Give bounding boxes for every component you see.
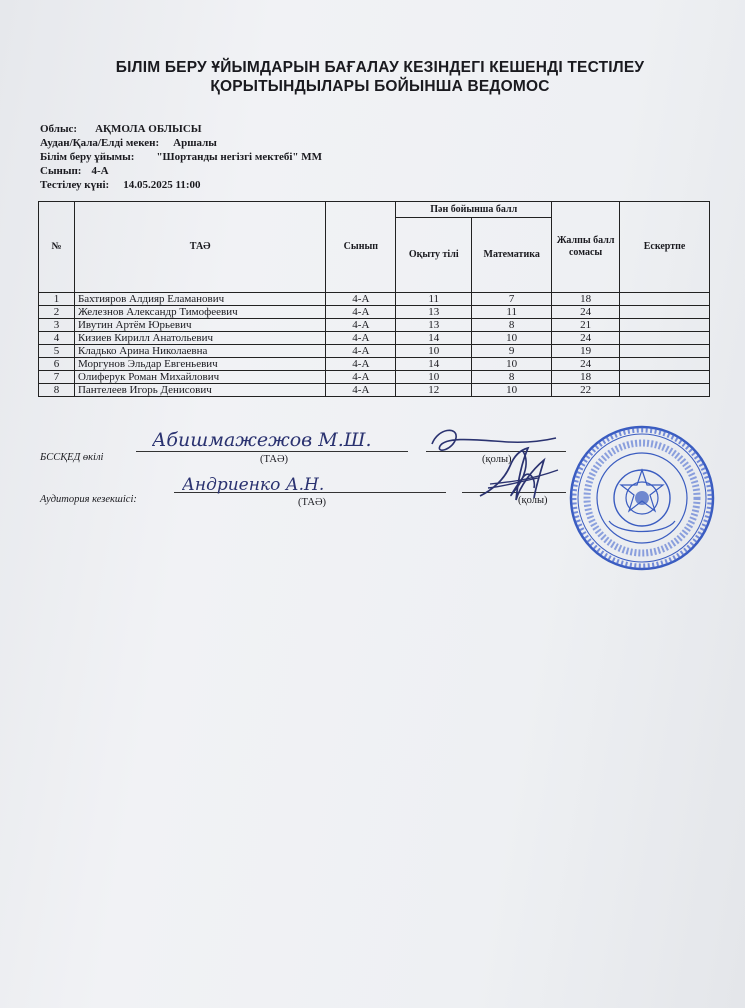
row-lang-score: 12	[396, 384, 472, 397]
table-row	[39, 384, 710, 397]
row-total-score: 18	[552, 293, 620, 306]
row-num: 5	[39, 345, 75, 358]
meta-district-label: Аудан/Қала/Елді мекен:	[40, 137, 160, 149]
meta-district	[40, 137, 217, 149]
row-note	[620, 371, 710, 384]
bsskd-sign-caption: (қолы)	[482, 454, 512, 465]
row-name: Железнов Александр Тимофеевич	[74, 306, 325, 319]
row-math-score: 10	[472, 358, 552, 371]
meta-region	[40, 123, 202, 135]
document-title	[60, 58, 700, 96]
row-total-score: 22	[552, 384, 620, 397]
row-num: 6	[39, 358, 75, 371]
signature-scribble-2	[470, 440, 570, 510]
row-note	[620, 293, 710, 306]
meta-class-label: Сынып:	[40, 165, 82, 177]
header-subject-group: Пән бойынша балл	[396, 202, 552, 218]
title-line-1: БІЛІМ БЕРУ ҰЙЫМДАРЫН БАҒАЛАУ КЕЗІНДЕГІ КЕШЕНДІ ТЕСТІЛЕУ	[115, 59, 645, 76]
row-total-score: 24	[552, 358, 620, 371]
row-num: 4	[39, 332, 75, 345]
row-class: 4-А	[326, 358, 396, 371]
row-class: 4-А	[326, 293, 396, 306]
meta-district-value: Аршалы	[173, 137, 217, 149]
row-lang-score: 14	[396, 358, 472, 371]
header-math: Математика	[472, 218, 552, 293]
row-name: Олиферук Роман Михайлович	[74, 371, 325, 384]
meta-org-value: "Шортанды негізгі мектебі" ММ	[156, 151, 323, 163]
auditor-handwritten-name	[182, 468, 432, 498]
row-total-score: 24	[552, 332, 620, 345]
results-rows	[39, 293, 710, 397]
header-note: Ескертпе	[620, 202, 710, 293]
table-row	[39, 371, 710, 384]
row-math-score: 11	[472, 306, 552, 319]
auditor-label: Аудитория кезекшісі:	[40, 494, 137, 505]
auditor-handwritten-text: Андриенко А.Н.	[182, 475, 325, 495]
row-name: Кизиев Кирилл Анатольевич	[74, 332, 325, 345]
meta-date	[40, 179, 201, 191]
header-total: Жалпы балл сомасы	[552, 202, 620, 293]
header-name: ТАӘ	[74, 202, 325, 293]
row-name: Ивутин Артём Юрьевич	[74, 319, 325, 332]
auditor-sign-caption: (қолы)	[518, 495, 548, 506]
auditor-fio-caption: (ТАӘ)	[298, 497, 327, 508]
row-name: Бахтияров Алдияр Еламанович	[74, 293, 325, 306]
row-math-score: 10	[472, 332, 552, 345]
row-num: 7	[39, 371, 75, 384]
row-num: 1	[39, 293, 75, 306]
row-class: 4-А	[326, 371, 396, 384]
header-class: Сынып	[326, 202, 396, 293]
row-note	[620, 358, 710, 371]
row-class: 4-А	[326, 332, 396, 345]
table-row	[39, 332, 710, 345]
row-note	[620, 384, 710, 397]
row-lang-score: 10	[396, 371, 472, 384]
row-name: Пантелеев Игорь Денисович	[74, 384, 325, 397]
row-note	[620, 319, 710, 332]
row-lang-score: 11	[396, 293, 472, 306]
bsskd-label: БССҚЕД өкілі	[40, 452, 104, 463]
row-lang-score: 14	[396, 332, 472, 345]
row-total-score: 21	[552, 319, 620, 332]
meta-org	[40, 151, 322, 163]
table-row	[39, 319, 710, 332]
row-num: 2	[39, 306, 75, 319]
row-num: 8	[39, 384, 75, 397]
row-class: 4-А	[326, 306, 396, 319]
row-class: 4-А	[326, 384, 396, 397]
meta-date-value: 14.05.2025 11:00	[123, 179, 201, 191]
meta-region-label: Облыс:	[40, 123, 78, 135]
row-lang-score: 10	[396, 345, 472, 358]
row-note	[620, 306, 710, 319]
row-math-score: 9	[472, 345, 552, 358]
bsskd-handwritten-text: Абишмажежов М.Ш.	[152, 429, 372, 451]
row-math-score: 10	[472, 384, 552, 397]
row-class: 4-А	[326, 319, 396, 332]
official-stamp	[567, 423, 717, 573]
table-row	[39, 358, 710, 371]
table-row	[39, 345, 710, 358]
meta-class-value: 4-А	[91, 165, 109, 177]
meta-region-value: АҚМОЛА ОБЛЫСЫ	[95, 123, 202, 135]
row-num: 3	[39, 319, 75, 332]
results-table	[38, 201, 710, 397]
meta-org-label: Білім беру ұйымы:	[40, 151, 135, 163]
row-math-score: 7	[472, 293, 552, 306]
table-row	[39, 293, 710, 306]
row-total-score: 18	[552, 371, 620, 384]
row-class: 4-А	[326, 345, 396, 358]
row-name: Кладько Арина Николаевна	[74, 345, 325, 358]
meta-class	[40, 165, 109, 177]
row-lang-score: 13	[396, 319, 472, 332]
table-row	[39, 306, 710, 319]
row-note	[620, 345, 710, 358]
row-total-score: 24	[552, 306, 620, 319]
bsskd-handwritten-name	[152, 424, 402, 454]
row-lang-score: 13	[396, 306, 472, 319]
row-note	[620, 332, 710, 345]
header-num: №	[39, 202, 75, 293]
meta-date-label: Тестілеу күні:	[40, 179, 110, 191]
row-name: Моргунов Эльдар Евгеньевич	[74, 358, 325, 371]
header-lang: Оқыту тілі	[396, 218, 472, 293]
title-line-2: ҚОРЫТЫНДЫЛАРЫ БОЙЫНША ВЕДОМОС	[210, 78, 550, 95]
bsskd-fio-caption: (ТАӘ)	[260, 454, 289, 465]
row-total-score: 19	[552, 345, 620, 358]
row-math-score: 8	[472, 319, 552, 332]
row-math-score: 8	[472, 371, 552, 384]
